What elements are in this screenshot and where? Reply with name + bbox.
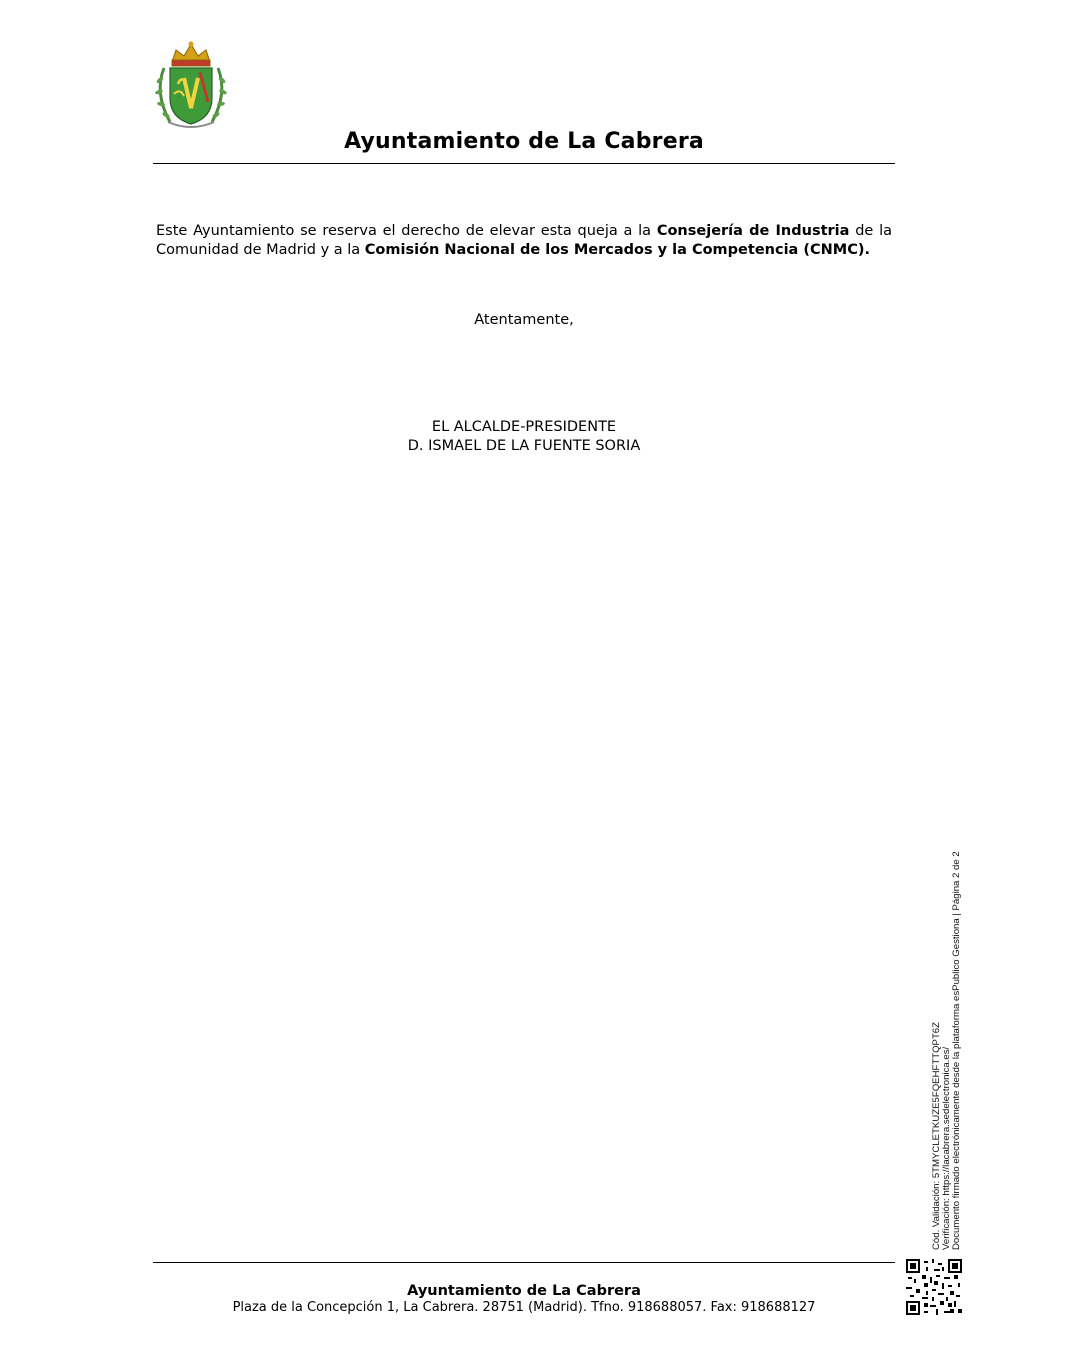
body-line-1-bold: Consejería de Industria xyxy=(656,223,850,239)
verification-text xyxy=(932,851,962,1250)
signature-notice: Documento firmado electrónicamente desde la plataforma esPublico Gestiona | Página 2 de 2 xyxy=(951,851,962,1250)
footer-address: Plaza de la Concepción 1, La Cabrera. 28751 (Madrid). Tfno. 918688057. Fax: 918688127 xyxy=(232,1300,816,1315)
body-line-1-suffix: de la xyxy=(855,223,892,239)
signature-block xyxy=(153,418,895,456)
qr-code-icon xyxy=(906,1259,962,1315)
body-paragraph xyxy=(156,222,892,260)
signatory-role: EL ALCALDE-PRESIDENTE xyxy=(431,419,617,435)
footer-title: Ayuntamiento de La Cabrera xyxy=(407,1283,641,1299)
coat-of-arms-icon xyxy=(150,38,232,130)
verification-url: Verificación: https://lacabrera.sedelectronica.es/ xyxy=(941,1046,952,1250)
body-line-1-text: Este Ayuntamiento se reserva el derecho de elevar esta queja a la xyxy=(156,223,652,239)
signatory-name: D. ISMAEL DE LA FUENTE SORIA xyxy=(407,438,641,454)
body-line-2-text: Comunidad de Madrid y a la xyxy=(156,242,361,258)
page-title: Ayuntamiento de La Cabrera xyxy=(344,129,704,154)
header-divider xyxy=(153,163,895,164)
validation-code: Cód. Validación: 5TMYCLETKUZE5FQEHFTTQPT6Z xyxy=(931,1022,942,1250)
closing-salutation: Atentamente, xyxy=(474,312,574,328)
body-line-2 xyxy=(156,241,892,260)
footer-divider xyxy=(153,1262,895,1263)
body-line-1 xyxy=(156,222,892,241)
body-line-2-bold: Comisión Nacional de los Mercados y la Competencia (CNMC). xyxy=(364,242,870,258)
